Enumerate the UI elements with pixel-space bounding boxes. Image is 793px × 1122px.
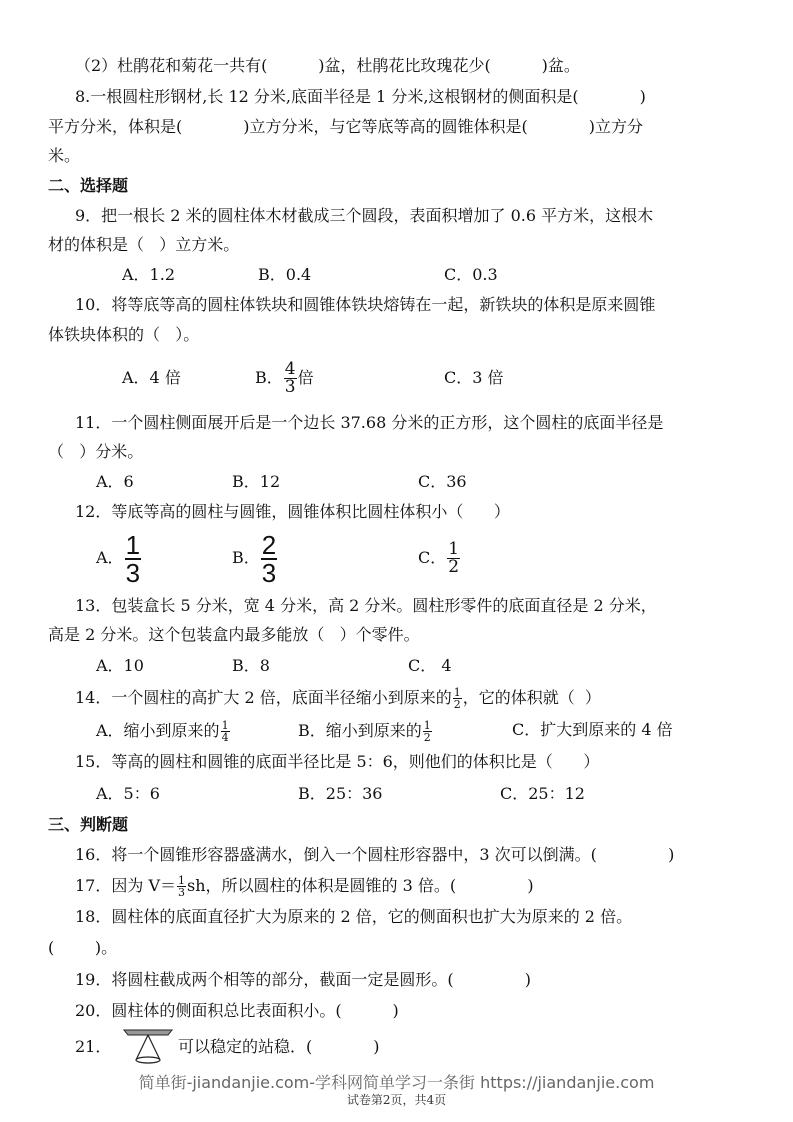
- page-number: 试卷第2页，共4页: [346, 1093, 447, 1107]
- option-c: C．0.3: [444, 265, 498, 284]
- option-suffix: 倍: [297, 368, 314, 387]
- question-8-end: 米。: [48, 146, 81, 165]
- option-c: C．36: [418, 472, 467, 491]
- option-c: C． 4: [408, 656, 452, 675]
- denominator: 3: [284, 377, 296, 397]
- question-18: 18．圆柱体的底面直径扩大为原来的 2 倍，它的侧面积也扩大为原来的 2 倍。: [75, 907, 633, 926]
- section-heading-choice: 二、选择题: [48, 176, 129, 195]
- question-8-cont: 平方分米，体积是( )立方分米，与它等底等高的圆锥体积是( )立方分: [48, 117, 644, 136]
- question-11: 11．一个圆柱侧面展开后是一个边长 37.68 分米的正方形，这个圆柱的底面半径是: [75, 413, 664, 432]
- denominator: 3: [261, 557, 277, 588]
- option-label: B．: [232, 548, 260, 567]
- option-label: A．: [96, 548, 124, 567]
- question-19: 19．将圆柱截成两个相等的部分，截面一定是圆形。( ): [75, 970, 532, 989]
- question-14: [75, 685, 601, 711]
- fraction: [125, 529, 141, 588]
- option-c: C．扩大到原来的 4 倍: [512, 720, 673, 739]
- denominator: 2: [448, 557, 460, 577]
- question-12: 12．等底等高的圆柱与圆锥，圆锥体积比圆柱体积小（ ）: [75, 502, 510, 521]
- option-b: [298, 716, 433, 746]
- numerator: 1: [448, 539, 460, 559]
- question-21-number: 21．: [75, 1037, 112, 1056]
- option-b: [232, 530, 278, 586]
- option-a: A．6: [96, 472, 134, 491]
- numerator: 2: [261, 529, 277, 560]
- fraction: [177, 875, 186, 898]
- question-20: 20．圆柱体的侧面积总比表面积小。( ): [75, 1001, 399, 1020]
- question-15: 15．等高的圆柱和圆锥的底面半径比是 5：6，则他们的体积比是（ ）: [75, 752, 600, 771]
- question-13: 13．包装盒长 5 分米，宽 4 分米，高 2 分米。圆柱形零件的底面直径是 2 分米，: [75, 596, 657, 615]
- option-a: A．1.2: [122, 265, 176, 284]
- option-a: A．10: [96, 656, 144, 675]
- question-7-2: （2）杜鹃花和菊花一共有( )盆，杜鹃花比玫瑰花少( )盆。: [75, 56, 580, 75]
- table-cone-figure-icon: [122, 1026, 174, 1066]
- question-17: [75, 873, 534, 899]
- option-a: A．4 倍: [122, 368, 181, 387]
- numerator: 1: [178, 874, 186, 887]
- denominator: 2: [423, 731, 431, 744]
- denominator: 2: [453, 698, 461, 711]
- option-label: C．: [418, 548, 447, 567]
- question-text: 14．一个圆柱的高扩大 2 倍，底面半径缩小到原来的: [75, 688, 452, 707]
- option-label: B．缩小到原来的: [298, 721, 422, 740]
- option-label: A．缩小到原来的: [96, 721, 220, 740]
- option-a: [96, 716, 231, 746]
- watermark: 简单街-jiandanjie.com-学科网简单学习一条街 https://jiandanjie.com: [138, 1073, 655, 1092]
- numerator: 1: [221, 719, 229, 732]
- denominator: 3: [125, 557, 141, 588]
- question-13-cont: 高是 2 分米。这个包装盒内最多能放（ ）个零件。: [48, 625, 420, 644]
- question-16: 16．将一个圆锥形容器盛满水，倒入一个圆柱形容器中，3 次可以倒满。( ): [75, 845, 675, 864]
- denominator: 3: [178, 886, 186, 899]
- option-a: [96, 530, 142, 586]
- option-c: C．25：12: [500, 784, 585, 803]
- numerator: 1: [453, 686, 461, 699]
- question-text: ，它的体积就（ ）: [462, 688, 601, 707]
- option-c: [418, 530, 461, 586]
- option-c: C．3 倍: [444, 368, 504, 387]
- denominator: 4: [221, 731, 229, 744]
- fraction: [221, 720, 230, 743]
- option-b: [255, 358, 314, 398]
- numerator: 4: [284, 359, 296, 379]
- fraction: [261, 529, 277, 588]
- question-8: 8.一根圆柱形钢材,长 12 分米,底面半径是 1 分米,这根钢材的侧面积是( ): [75, 87, 646, 106]
- question-11-cont: （ ）分米。: [48, 442, 144, 461]
- question-10-cont: 体铁块体积的（ ）。: [48, 325, 200, 344]
- fraction: [284, 361, 297, 396]
- option-b: B．12: [232, 472, 281, 491]
- option-label: B．: [255, 368, 283, 387]
- fraction: [453, 687, 462, 710]
- question-10: 10．将等底等高的圆柱体铁块和圆锥体铁块熔铸在一起，新铁块的体积是原来圆锥: [75, 295, 656, 314]
- fraction: [447, 541, 460, 576]
- question-text: 17．因为 V＝: [75, 876, 177, 895]
- option-a: A．5：6: [96, 784, 160, 803]
- numerator: 1: [125, 529, 141, 560]
- question-18-cont: ( )。: [48, 938, 118, 957]
- option-b: B．25：36: [298, 784, 383, 803]
- numerator: 1: [423, 719, 431, 732]
- question-21: 可以稳定的站稳．( ): [178, 1037, 380, 1056]
- option-b: B．8: [232, 656, 270, 675]
- fraction: [423, 720, 432, 743]
- section-heading-judge: 三、判断题: [48, 815, 129, 834]
- question-9-cont: 材的体积是（ ）立方米。: [48, 235, 240, 254]
- option-b: B．0.4: [258, 265, 312, 284]
- question-text: sh，所以圆柱的体积是圆锥的 3 倍。( ): [187, 876, 534, 895]
- question-9: 9．把一根长 2 米的圆柱体木材截成三个圆段，表面积增加了 0.6 平方米，这根木: [75, 206, 654, 225]
